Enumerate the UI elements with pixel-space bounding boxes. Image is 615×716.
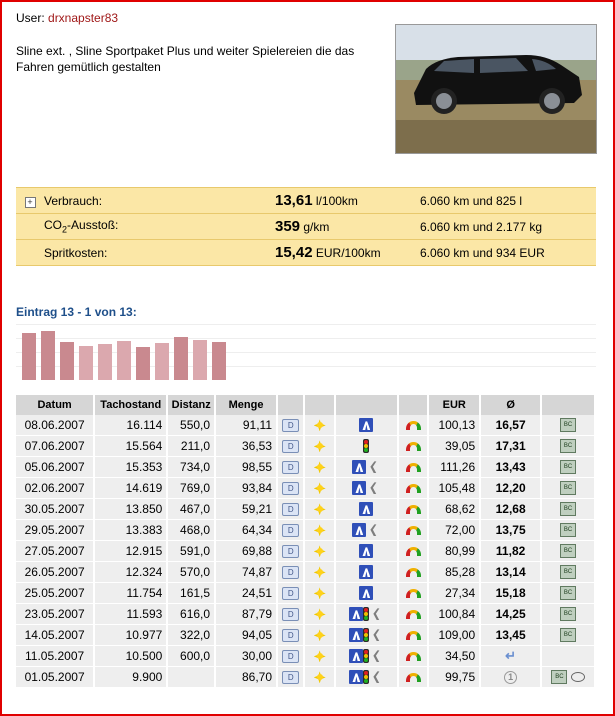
quantity-cell: 30,00 [215, 646, 277, 667]
highway-icon [352, 523, 366, 537]
fuel-type-cell [277, 604, 304, 625]
fuel-log-table [16, 395, 596, 688]
onboard-computer-icon[interactable]: BC [560, 460, 576, 474]
season-cell [304, 415, 334, 436]
distance-cell: 468,0 [167, 520, 215, 541]
route-cell [335, 625, 398, 646]
cost-cell: 111,26 [428, 457, 480, 478]
speedometer-icon [406, 547, 421, 556]
distance-cell: 322,0 [167, 625, 215, 646]
actions-cell [541, 583, 595, 604]
onboard-computer-icon[interactable]: BC [560, 523, 576, 537]
distance-cell: 769,0 [167, 478, 215, 499]
diesel-badge-icon: D [282, 440, 299, 453]
average-cell: 16,57 [480, 415, 541, 436]
route-cell [335, 415, 398, 436]
chart-bar [117, 341, 131, 380]
route-cell [335, 562, 398, 583]
chart-bar [155, 343, 169, 380]
column-header[interactable]: Distanz [167, 395, 215, 415]
country-road-icon [369, 649, 383, 663]
date-cell: 23.05.2007 [16, 604, 94, 625]
speedometer-icon [406, 484, 421, 493]
distance-cell: 591,0 [167, 541, 215, 562]
table-row [16, 583, 595, 604]
sun-icon [313, 670, 327, 684]
onboard-computer-icon[interactable]: BC [560, 565, 576, 579]
table-row [16, 646, 595, 667]
actions-cell [541, 457, 595, 478]
sun-icon [313, 544, 327, 558]
column-header[interactable]: Tachostand [94, 395, 167, 415]
actions-cell [541, 520, 595, 541]
average-cell: 13,75 [480, 520, 541, 541]
cost-cell: 100,84 [428, 604, 480, 625]
table-row [16, 499, 595, 520]
table-row [16, 415, 595, 436]
co2-value: 359 g/km [275, 214, 420, 240]
cost-cell: 34,50 [428, 646, 480, 667]
sun-icon [313, 607, 327, 621]
fuel-type-cell [277, 646, 304, 667]
country-road-icon [369, 628, 383, 642]
odometer-cell: 16.114 [94, 415, 167, 436]
driving-style-cell [398, 436, 428, 457]
first-entry-icon: 1 [504, 671, 517, 684]
comment-icon[interactable] [571, 672, 585, 682]
chart-bar [22, 333, 36, 380]
date-cell: 29.05.2007 [16, 520, 94, 541]
fuelcost-value: 15,42 EUR/100km [275, 240, 420, 266]
odometer-cell: 10.500 [94, 646, 167, 667]
speedometer-icon [406, 421, 421, 430]
season-cell [304, 604, 334, 625]
season-cell [304, 646, 334, 667]
diesel-badge-icon: D [282, 566, 299, 579]
distance-cell: 467,0 [167, 499, 215, 520]
consumption-detail: 6.060 km und 825 l [420, 188, 596, 214]
average-cell: 13,14 [480, 562, 541, 583]
season-cell [304, 499, 334, 520]
sun-icon [313, 502, 327, 516]
diesel-badge-icon: D [282, 461, 299, 474]
sun-icon [313, 418, 327, 432]
onboard-computer-icon[interactable]: BC [560, 502, 576, 516]
quantity-cell: 74,87 [215, 562, 277, 583]
consumption-value: 13,61 l/100km [275, 188, 420, 214]
diesel-badge-icon: D [282, 608, 299, 621]
route-cell [335, 604, 398, 625]
date-cell: 30.05.2007 [16, 499, 94, 520]
sun-icon [313, 586, 327, 600]
car-photo[interactable] [395, 24, 597, 154]
country-road-icon [366, 460, 380, 474]
cost-cell: 80,99 [428, 541, 480, 562]
cost-cell: 68,62 [428, 499, 480, 520]
actions-cell [541, 604, 595, 625]
table-row [16, 541, 595, 562]
expand-toggle-icon[interactable]: + [25, 197, 36, 208]
diesel-badge-icon: D [282, 545, 299, 558]
table-row [16, 604, 595, 625]
column-header [304, 395, 334, 415]
table-row [16, 457, 595, 478]
column-header[interactable]: Ø [480, 395, 541, 415]
fuel-type-cell [277, 499, 304, 520]
route-cell [335, 457, 398, 478]
speedometer-icon [406, 631, 421, 640]
quantity-cell: 87,79 [215, 604, 277, 625]
fuelcost-detail: 6.060 km und 934 EUR [420, 240, 596, 266]
onboard-computer-icon[interactable]: BC [560, 586, 576, 600]
cost-cell: 105,48 [428, 478, 480, 499]
quantity-cell: 91,11 [215, 415, 277, 436]
fuel-type-cell [277, 415, 304, 436]
highway-icon [359, 418, 373, 432]
route-cell [335, 667, 398, 688]
average-cell: 13,45 [480, 625, 541, 646]
chart-bar [212, 342, 226, 380]
summary-row-fuelcost [16, 240, 596, 266]
odometer-cell: 11.593 [94, 604, 167, 625]
diesel-badge-icon: D [282, 503, 299, 516]
route-cell [335, 646, 398, 667]
sun-icon [313, 628, 327, 642]
actions-cell [541, 646, 595, 667]
distance-cell: 734,0 [167, 457, 215, 478]
speedometer-icon [406, 673, 421, 682]
fuel-type-cell [277, 457, 304, 478]
quantity-cell: 24,51 [215, 583, 277, 604]
fuelcost-label: Spritkosten: [44, 240, 275, 266]
chart-bar [193, 340, 207, 380]
date-cell: 27.05.2007 [16, 541, 94, 562]
table-row [16, 625, 595, 646]
quantity-cell: 69,88 [215, 541, 277, 562]
quantity-cell: 98,55 [215, 457, 277, 478]
table-row [16, 520, 595, 541]
actions-cell [541, 667, 595, 688]
diesel-badge-icon: D [282, 650, 299, 663]
co2-detail: 6.060 km und 2.177 kg [420, 214, 596, 240]
chart-bar [60, 342, 74, 380]
actions-cell [541, 541, 595, 562]
driving-style-cell [398, 415, 428, 436]
quantity-cell: 93,84 [215, 478, 277, 499]
average-cell: 14,25 [480, 604, 541, 625]
odometer-cell: 12.915 [94, 541, 167, 562]
chart-bar [174, 337, 188, 380]
route-cell [335, 583, 398, 604]
fuel-type-cell [277, 583, 304, 604]
cost-cell: 100,13 [428, 415, 480, 436]
sun-icon [313, 481, 327, 495]
date-cell: 07.06.2007 [16, 436, 94, 457]
quantity-cell: 36,53 [215, 436, 277, 457]
chart-bar [98, 344, 112, 380]
driving-style-cell [398, 604, 428, 625]
summary-row-consumption [16, 188, 596, 214]
driving-style-cell [398, 541, 428, 562]
distance-cell: 550,0 [167, 415, 215, 436]
route-cell [335, 436, 398, 457]
actions-cell [541, 478, 595, 499]
diesel-badge-icon: D [282, 524, 299, 537]
season-cell [304, 520, 334, 541]
diesel-badge-icon: D [282, 482, 299, 495]
average-cell: 15,18 [480, 583, 541, 604]
quantity-cell: 86,70 [215, 667, 277, 688]
onboard-computer-icon[interactable]: BC [560, 418, 576, 432]
odometer-cell: 12.324 [94, 562, 167, 583]
driving-style-cell [398, 667, 428, 688]
diesel-badge-icon: D [282, 419, 299, 432]
fuel-type-cell [277, 436, 304, 457]
sun-icon [313, 460, 327, 474]
season-cell [304, 625, 334, 646]
date-cell: 25.05.2007 [16, 583, 94, 604]
chart-bar [41, 331, 55, 380]
actions-cell [541, 562, 595, 583]
highway-icon [359, 502, 373, 516]
onboard-computer-icon[interactable]: BC [560, 628, 576, 642]
speedometer-icon [406, 610, 421, 619]
cost-cell: 85,28 [428, 562, 480, 583]
actions-cell [541, 436, 595, 457]
distance-cell: 600,0 [167, 646, 215, 667]
column-header [398, 395, 428, 415]
highway-icon [349, 628, 363, 642]
cost-cell: 109,00 [428, 625, 480, 646]
odometer-cell: 15.564 [94, 436, 167, 457]
average-cell: 12,20 [480, 478, 541, 499]
average-cell [480, 646, 541, 667]
date-cell: 05.06.2007 [16, 457, 94, 478]
summary-row-co2 [16, 214, 596, 240]
onboard-computer-icon[interactable]: BC [560, 481, 576, 495]
route-cell [335, 478, 398, 499]
highway-icon [349, 670, 363, 684]
table-row [16, 436, 595, 457]
onboard-computer-icon[interactable]: BC [560, 607, 576, 621]
driving-style-cell [398, 478, 428, 499]
table-header [16, 395, 595, 415]
quantity-cell: 64,34 [215, 520, 277, 541]
odometer-cell: 14.619 [94, 478, 167, 499]
column-header[interactable]: Menge [215, 395, 277, 415]
actions-cell [541, 499, 595, 520]
driving-style-cell [398, 646, 428, 667]
onboard-computer-icon[interactable]: BC [560, 544, 576, 558]
date-cell: 01.05.2007 [16, 667, 94, 688]
country-road-icon [366, 523, 380, 537]
quantity-cell: 94,05 [215, 625, 277, 646]
cost-cell: 99,75 [428, 667, 480, 688]
speedometer-icon [406, 463, 421, 472]
distance-cell [167, 667, 215, 688]
quantity-cell: 59,21 [215, 499, 277, 520]
season-cell [304, 457, 334, 478]
date-cell: 26.05.2007 [16, 562, 94, 583]
chart-bar [136, 347, 150, 380]
car-photo-image [396, 25, 596, 153]
sun-icon [313, 565, 327, 579]
season-cell [304, 541, 334, 562]
date-cell: 11.05.2007 [16, 646, 94, 667]
user-line [16, 11, 118, 25]
country-road-icon [369, 607, 383, 621]
highway-icon [349, 649, 363, 663]
route-cell [335, 499, 398, 520]
highway-icon [349, 607, 363, 621]
fuel-type-cell [277, 520, 304, 541]
speedometer-icon [406, 505, 421, 514]
diesel-badge-icon: D [282, 671, 299, 684]
column-header [335, 395, 398, 415]
odometer-cell: 9.900 [94, 667, 167, 688]
highway-icon [352, 481, 366, 495]
onboard-computer-icon[interactable]: BC [560, 439, 576, 453]
season-cell [304, 667, 334, 688]
driving-style-cell [398, 499, 428, 520]
cost-cell: 27,34 [428, 583, 480, 604]
consumption-label: Verbrauch: [44, 188, 275, 214]
driving-style-cell [398, 583, 428, 604]
odometer-cell: 15.353 [94, 457, 167, 478]
season-cell [304, 583, 334, 604]
average-cell: 11,82 [480, 541, 541, 562]
table-row [16, 562, 595, 583]
date-cell: 02.06.2007 [16, 478, 94, 499]
chart-bar [79, 346, 93, 380]
distance-cell: 616,0 [167, 604, 215, 625]
driving-style-cell [398, 562, 428, 583]
speedometer-icon [406, 589, 421, 598]
average-cell [480, 667, 541, 688]
country-road-icon [366, 481, 380, 495]
driving-style-cell [398, 520, 428, 541]
user-name-link[interactable]: drxnapster83 [48, 11, 119, 25]
column-header [277, 395, 304, 415]
cost-cell: 39,05 [428, 436, 480, 457]
fuel-type-cell [277, 667, 304, 688]
table-row [16, 667, 595, 688]
odometer-cell: 11.754 [94, 583, 167, 604]
table-row [16, 478, 595, 499]
date-cell: 08.06.2007 [16, 415, 94, 436]
average-cell: 12,68 [480, 499, 541, 520]
country-road-icon [369, 670, 383, 684]
fuel-type-cell [277, 625, 304, 646]
odometer-cell: 13.383 [94, 520, 167, 541]
highway-icon [359, 565, 373, 579]
diesel-badge-icon: D [282, 587, 299, 600]
fuel-type-cell [277, 478, 304, 499]
sun-icon [313, 523, 327, 537]
average-cell: 13,43 [480, 457, 541, 478]
odometer-cell: 13.850 [94, 499, 167, 520]
summary-table [16, 187, 596, 266]
driving-style-cell [398, 457, 428, 478]
actions-cell [541, 415, 595, 436]
route-cell [335, 520, 398, 541]
column-header[interactable]: Datum [16, 395, 94, 415]
column-header[interactable]: EUR [428, 395, 480, 415]
distance-cell: 211,0 [167, 436, 215, 457]
vehicle-description: Sline ext. , Sline Sportpaket Plus und weiter Spielereien die das Fahren gemütlich gestalten [16, 44, 355, 74]
return-arrow-icon: ↵ [505, 648, 517, 663]
fuel-type-cell [277, 541, 304, 562]
date-cell: 14.05.2007 [16, 625, 94, 646]
highway-icon [359, 586, 373, 600]
actions-cell [541, 625, 595, 646]
distance-cell: 161,5 [167, 583, 215, 604]
speedometer-icon [406, 526, 421, 535]
entries-heading: Eintrag 13 - 1 von 13: [16, 305, 137, 319]
onboard-computer-icon[interactable]: BC [551, 670, 567, 684]
speedometer-icon [406, 568, 421, 577]
season-cell [304, 436, 334, 457]
highway-icon [352, 460, 366, 474]
highway-icon [359, 544, 373, 558]
user-label: User: [16, 11, 45, 25]
speedometer-icon [406, 442, 421, 451]
sun-icon [313, 649, 327, 663]
odometer-cell: 10.977 [94, 625, 167, 646]
column-header [541, 395, 595, 415]
route-cell [335, 541, 398, 562]
traffic-light-icon [363, 439, 369, 453]
fuel-type-cell [277, 562, 304, 583]
consumption-bar-chart [16, 324, 596, 380]
cost-cell: 72,00 [428, 520, 480, 541]
sun-icon [313, 439, 327, 453]
diesel-badge-icon: D [282, 629, 299, 642]
driving-style-cell [398, 625, 428, 646]
season-cell [304, 478, 334, 499]
co2-label: $CO_2$-Ausstoß: [44, 214, 275, 240]
distance-cell: 570,0 [167, 562, 215, 583]
season-cell [304, 562, 334, 583]
speedometer-icon [406, 652, 421, 661]
average-cell: 17,31 [480, 436, 541, 457]
